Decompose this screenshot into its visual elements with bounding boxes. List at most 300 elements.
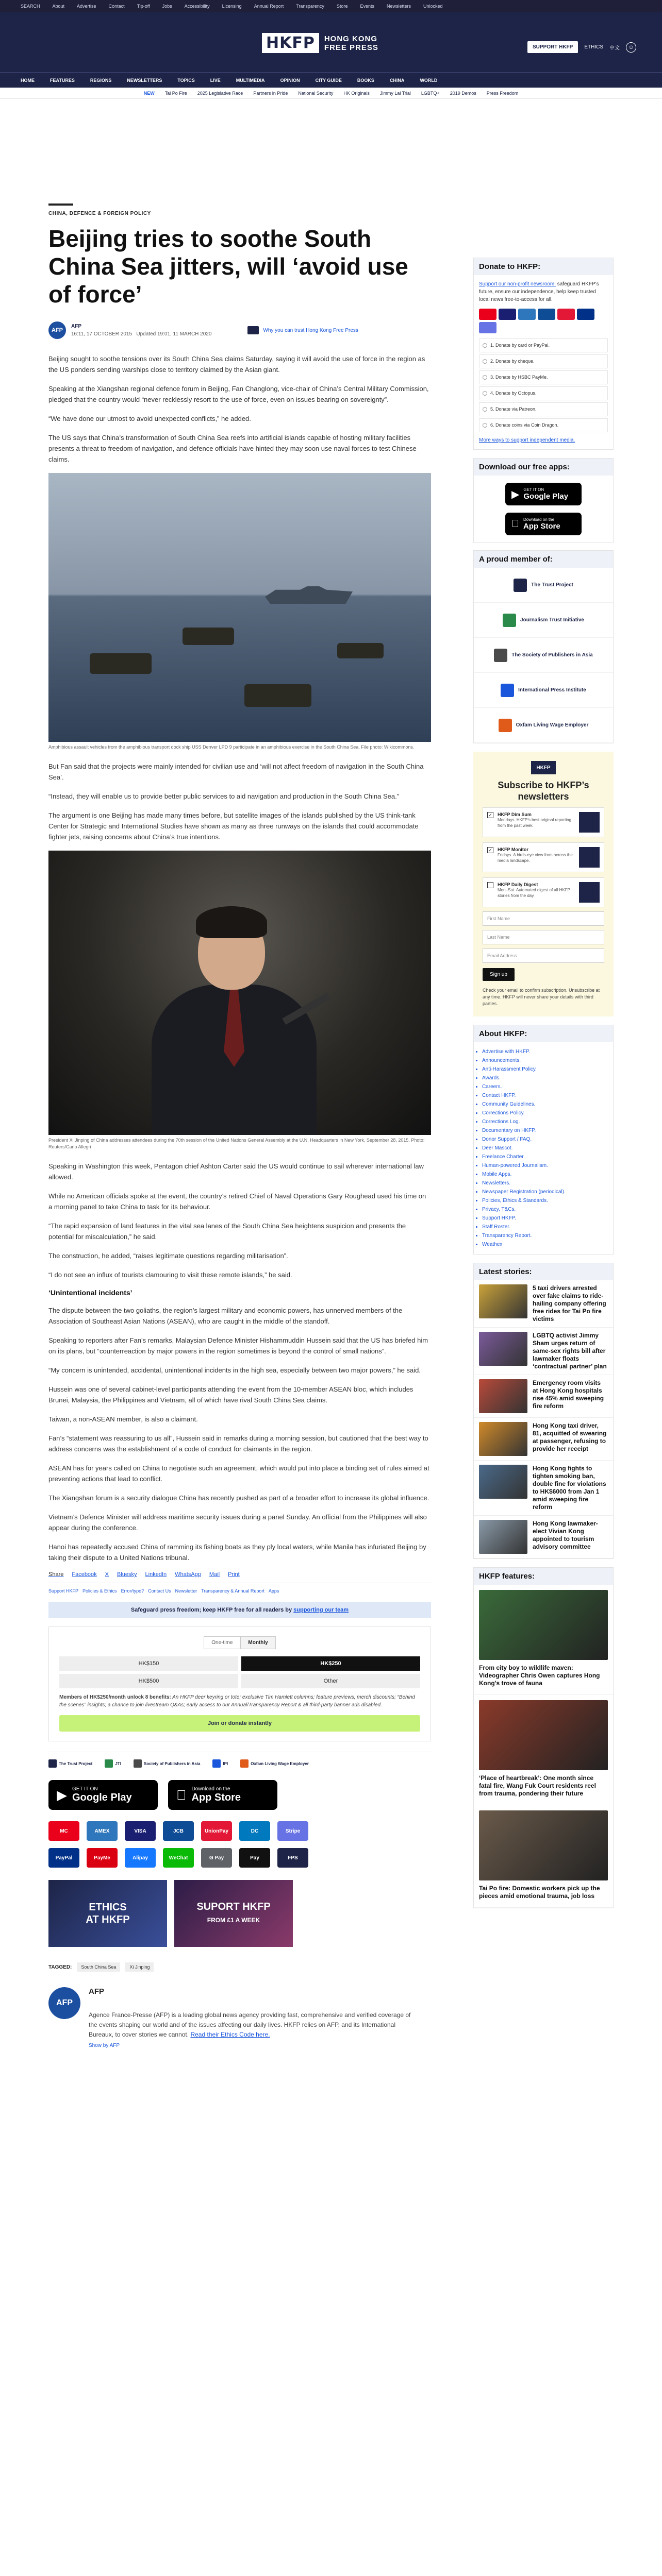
article-paragraph: Fan’s “statement was reassuring to us all”, Hussein said in remarks during a morning session, but cautioned that the best way to address concerns was the establishment of a code of conduct for claimants in the region.: [48, 1434, 428, 1453]
share-label: Share: [48, 1571, 64, 1578]
member-logo-icon: [48, 1759, 57, 1768]
paragraph-group-c: [48, 1161, 431, 1280]
radio-icon: [483, 343, 487, 348]
about-link[interactable]: • Anti-Harassment Policy.: [482, 1065, 605, 1074]
about-link[interactable]: • Awards.: [482, 1074, 605, 1082]
payment-icon: VISA: [125, 1821, 156, 1841]
payment-icon: AMEX: [87, 1821, 118, 1841]
donate-option[interactable]: [479, 402, 608, 416]
payment-icon: G Pay: [201, 1848, 232, 1868]
topbar-link[interactable]: Newsletters: [386, 4, 411, 9]
donate-panel-title: Donate to HKFP:: [474, 258, 613, 275]
story-thumbnail: [479, 1332, 527, 1366]
ethics-banner[interactable]: [48, 1880, 167, 1947]
payment-icon: Alipay: [125, 1848, 156, 1868]
apple-icon: [176, 1787, 187, 1803]
article-paragraph: Hanoi has repeatedly accused China of ramming its fishing boats as they ply local waters, while Manila has infuriated Beijing by taking their dispute to a United Nations tribunal.: [48, 1543, 426, 1562]
newsletter-option[interactable]: [483, 807, 604, 837]
latest-story[interactable]: [474, 1516, 613, 1558]
story-thumbnail: [479, 1284, 527, 1318]
support-link[interactable]: Apps: [268, 1588, 279, 1594]
sidebar-google-play[interactable]: [505, 483, 582, 505]
banner-line2: FROM £1 A WEEK: [207, 1917, 260, 1924]
feature-headline[interactable]: Tai Po fire: Domestic workers pick up the pieces amid emotional trauma, job loss: [479, 1885, 600, 1900]
mastercard-icon: [479, 309, 496, 320]
about-link[interactable]: • Newspaper Registration (periodical).: [482, 1188, 605, 1196]
topbar-link[interactable]: Accessibility: [184, 4, 210, 9]
tag-link[interactable]: Xi Jinping: [125, 1962, 154, 1972]
author-box-avatar[interactable]: AFP: [48, 1987, 80, 2019]
support-hkfp-button[interactable]: SUPPORT HKFP: [527, 41, 578, 53]
photo-caption: President Xi Jinping of China addresses attendees during the 70th session of the United Nations General Assembly at the U.N. Headquarters in New York, September 28, 2015. Photo: Reuters/Carlo Allegri: [48, 1138, 425, 1149]
published-date: 16:11, 17 OCTOBER 2015: [71, 331, 133, 337]
checkbox[interactable]: [487, 882, 493, 888]
show-more-link[interactable]: Show by AFP: [89, 2043, 120, 2048]
language-link[interactable]: 中文: [609, 45, 620, 51]
article-paragraph: Speaking to reporters after Fan’s remarks, Malaysian Defence Minister Hishammuddin Hussein said that the US has briefed him on its plans, but “counterreaction by major powers in the region sometimes is beyond the control of small nations”.: [48, 1336, 428, 1355]
latest-story[interactable]: [474, 1328, 613, 1375]
about-link[interactable]: • Weathex: [482, 1240, 605, 1249]
vehicle-shape: [90, 653, 152, 674]
topbar-link[interactable]: Events: [360, 4, 374, 9]
article-paragraph: While no American officials spoke at the event, the country’s retired Chief of Naval Operations Gary Roughead used his time on a morning panel to take China to task for its behaviour.: [48, 1192, 426, 1211]
google-play-t1: GET IT ON: [523, 487, 544, 492]
donate-option-label: 5. Donate via Patreon.: [490, 406, 537, 412]
article-paragraph: Speaking in Washington this week, Pentagon chief Ashton Carter said the US would continue to sail wherever international law allowed.: [48, 1162, 424, 1181]
donate-more-link[interactable]: More ways to support independent media.: [479, 437, 575, 443]
share-link[interactable]: X: [105, 1571, 109, 1578]
amount-option[interactable]: HK$150: [59, 1656, 238, 1671]
logo-line1: HONG KONG: [324, 34, 378, 43]
latest-story[interactable]: [474, 1280, 613, 1328]
share-links: [48, 1571, 431, 1583]
banner-line1: SUPORT HKFP: [196, 1901, 271, 1912]
app-store-t2: App Store: [516, 522, 553, 531]
donate-panel-link[interactable]: Support our non-profit newsroom:: [479, 281, 556, 287]
article-paragraph: Taiwan, a non-ASEAN member, is also a claimant.: [48, 1415, 198, 1423]
newsletter-options: [483, 807, 604, 907]
newsletter-signup: [473, 752, 614, 1016]
trending-link[interactable]: National Security: [298, 90, 334, 96]
story-headline[interactable]: Hong Kong lawmaker-elect Vivian Kong appointed to tourism advisory committee: [533, 1520, 598, 1550]
feature-image: [479, 1590, 608, 1660]
member-logo-label: Society of Publishers in Asia: [143, 1761, 201, 1766]
feature-story[interactable]: [474, 1585, 613, 1695]
share-link[interactable]: LinkedIn: [145, 1571, 167, 1578]
trending-new-label: NEW: [143, 90, 155, 96]
about-link[interactable]: • Announcements.: [482, 1056, 605, 1065]
latest-panel: [473, 1263, 614, 1559]
members-benefits-lead: Members of HK$250/month unlock 8 benefits:: [59, 1694, 171, 1700]
article-body: [48, 353, 431, 1563]
trending-link[interactable]: Press Freedom: [486, 90, 519, 96]
radio-icon: [483, 407, 487, 412]
updated-date: Updated 19:01, 11 MARCH 2020: [136, 331, 212, 337]
about-list: [474, 1042, 613, 1254]
article-paragraph: The US says that China’s transformation of South China Sea reefs into artificial islands capable of hosting military facilities presents a threat to freedom of navigation, and defence officials have hinted they may soon use naval forces to test Chinese claims.: [48, 434, 417, 463]
about-link[interactable]: • Support HKFP.: [482, 1214, 605, 1223]
nav-item[interactable]: MULTIMEDIA: [236, 77, 265, 83]
app-store-t2: App Store: [181, 1792, 231, 1803]
about-link[interactable]: • Corrections Log.: [482, 1117, 605, 1126]
freq-one-time[interactable]: One-time: [204, 1636, 240, 1649]
author-box-name[interactable]: AFP: [89, 1987, 104, 1996]
tag-link[interactable]: South China Sea: [77, 1962, 120, 1972]
newsletter-desc: Mon–Sat. Automated digest of all HKFP stories from the day.: [498, 888, 570, 898]
topbar-link[interactable]: About: [52, 4, 65, 9]
donate-option-label: 4. Donate by Octopus.: [490, 391, 537, 396]
feature-image: [479, 1810, 608, 1880]
share-link[interactable]: Bluesky: [117, 1571, 137, 1578]
trending-link[interactable]: Tai Po Fire: [164, 90, 187, 96]
article-category[interactable]: CHINA, DEFENCE & FOREIGN POLICY: [48, 204, 73, 216]
article-paragraph: Beijing sought to soothe tensions over its South China Sea claims Saturday, saying it will avoid the use of force in the region as the US ponders sending warships close to territory claimed by the Asian giant.: [48, 355, 425, 374]
trust-link-label: Why you can trust Hong Kong Free Press: [263, 327, 358, 333]
article-paragraph: “My concern is unintended, accidental, unintentional incidents in the high sea, especially between two major powers,” he said.: [48, 1366, 421, 1374]
proud-logo-label: The Trust Project: [531, 582, 573, 588]
members-benefits: [59, 1693, 420, 1709]
donate-panel-text: safeguard HKFP's future, ensure our independence, help keep trusted local news free-to-access for all.: [479, 281, 599, 302]
nav-item[interactable]: CITY GUIDE: [315, 77, 342, 83]
newsletter-option-text: [498, 847, 575, 868]
banner-line1: ETHICS: [89, 1902, 127, 1913]
donate-option[interactable]: [479, 386, 608, 400]
google-play-icon: ▶: [57, 1787, 67, 1803]
proud-logo-icon: [499, 719, 512, 732]
feature-story[interactable]: [474, 1695, 613, 1805]
story-headline[interactable]: LGBTQ activist Jimmy Sham urges return of same-sex rights bill after lawmaker floats ‘contractual partner’ plan: [533, 1332, 607, 1370]
site-header: [0, 12, 662, 72]
about-link[interactable]: • Documentary on HKFP.: [482, 1126, 605, 1135]
member-logo[interactable]: [48, 1759, 92, 1768]
proud-logo-icon: [501, 684, 514, 697]
amount-option-other[interactable]: Other: [241, 1674, 420, 1688]
story-headline[interactable]: 5 taxi drivers arrested over fake claims to ride-hailing company offering free rides for Tai Po fire victims: [533, 1284, 606, 1323]
google-play-t2: Google Play: [523, 492, 569, 501]
support-link[interactable]: Transparency & Annual Report: [201, 1588, 264, 1594]
proud-logo-label: Oxfam Living Wage Employer: [516, 722, 589, 728]
features-title: HKFP features:: [474, 1568, 613, 1585]
article-paragraph: “I do not see an influx of tourists clamouring to visit these remote islands,” he said.: [48, 1271, 292, 1279]
donate-option-label: 2. Donate by cheque.: [490, 359, 535, 364]
article-title: Beijing tries to soothe South China Sea jitters, will ‘avoid use of force’: [48, 225, 408, 308]
about-link[interactable]: • Policies, Ethics & Standards.: [482, 1196, 605, 1205]
author-ethics-link[interactable]: Read their Ethics Code here.: [190, 2031, 270, 2038]
member-logo-label: The Trust Project: [59, 1761, 93, 1766]
signup-button[interactable]: Sign up: [483, 968, 515, 981]
nav-item[interactable]: BOOKS: [357, 77, 374, 83]
story-thumbnail: [479, 1422, 527, 1456]
about-link[interactable]: • Corrections Policy.: [482, 1109, 605, 1117]
newsletter-name: HKFP Monitor: [498, 847, 528, 852]
topbar-link[interactable]: Jobs: [162, 4, 172, 9]
donate-options: [479, 338, 608, 432]
about-link[interactable]: • Freelance Charter.: [482, 1153, 605, 1161]
proud-member-logo[interactable]: [474, 638, 613, 673]
payment-icon: JCB: [163, 1821, 194, 1841]
google-play-t2: Google Play: [72, 1792, 132, 1803]
nav-item[interactable]: HOME: [21, 77, 35, 83]
newsletter-thumb: [579, 847, 600, 868]
paragraph-group-b: [48, 761, 431, 842]
donate-widget: [48, 1626, 431, 1741]
about-link[interactable]: • Transparency Report.: [482, 1231, 605, 1240]
tags: [48, 1962, 431, 1972]
member-logo-icon: [134, 1759, 142, 1768]
story-headline[interactable]: Hong Kong taxi driver, 81, acquitted of swearing at passenger, refusing to provide her receipt: [533, 1422, 607, 1452]
google-play-button[interactable]: [48, 1780, 158, 1810]
newsletter-option[interactable]: [483, 877, 604, 907]
share-link[interactable]: Mail: [209, 1571, 220, 1578]
about-link[interactable]: • Mobile Apps.: [482, 1170, 605, 1179]
article-paragraph: “We have done our utmost to avoid unexpected conflicts,” he added.: [48, 415, 251, 422]
payment-icon: Pay: [239, 1848, 270, 1868]
proud-logo-label: Journalism Trust Initiative: [520, 617, 584, 623]
trust-link[interactable]: [247, 326, 358, 334]
share-link[interactable]: Facebook: [72, 1571, 97, 1578]
first-name-input[interactable]: First Name: [483, 911, 604, 926]
donate-frequency: [59, 1636, 420, 1649]
support-link[interactable]: Policies & Ethics: [82, 1588, 117, 1594]
trust-icon: [247, 326, 259, 334]
article: [48, 204, 431, 2048]
donate-option[interactable]: [479, 418, 608, 432]
payment-methods: [48, 1821, 337, 1868]
trending-link[interactable]: LGBTQ+: [421, 90, 440, 96]
checkbox[interactable]: ✓: [487, 847, 493, 853]
feature-image: [479, 1700, 608, 1770]
newsletter-desc: Fridays. A birds-eye view from across the media landscape.: [498, 853, 573, 863]
author-box: [48, 1987, 431, 2048]
about-title: About HKFP:: [474, 1025, 613, 1042]
app-store-t1: Download on the: [181, 1786, 221, 1792]
email-input[interactable]: Email Address: [483, 948, 604, 963]
latest-story[interactable]: [474, 1418, 613, 1461]
radio-icon: [483, 375, 487, 380]
share-link[interactable]: WhatsApp: [175, 1571, 201, 1578]
member-logo[interactable]: [134, 1759, 201, 1768]
member-logo-icon: [105, 1759, 113, 1768]
about-link[interactable]: • Deer Mascot.: [482, 1144, 605, 1153]
about-link[interactable]: • Advertise with HKFP.: [482, 1047, 605, 1056]
unionpay-icon: [557, 309, 575, 320]
member-logos: [48, 1752, 431, 1775]
newsletter-option-text: [498, 882, 575, 903]
apps-panel-title: Download our free apps:: [474, 459, 613, 476]
about-link[interactable]: • Donor Support / FAQ.: [482, 1135, 605, 1144]
newsletter-note: Check your email to confirm subscription. Unsubscribe at any time. HKFP will never share your details with third parties.: [483, 988, 600, 1006]
donate-amounts: [59, 1656, 420, 1688]
article-paragraph: “The rapid expansion of land features in the vital sea lanes of the South China Sea heightens suspicion and presents the potential for miscalculation,” he said.: [48, 1222, 406, 1241]
newsletter-name: HKFP Dim Sum: [498, 812, 532, 817]
topbar-link[interactable]: Contact: [108, 4, 125, 9]
article-paragraph: Speaking at the Xiangshan regional defence forum in Beijing, Fan Changlong, vice-chair of China’s Central Military Commission, pledged that the country would “never recklessly resort to the use of force, even on issues bearing on sovereignty”.: [48, 385, 429, 403]
story-headline[interactable]: Hong Kong fights to tighten smoking ban, double fine for violations to HK$6000 from Jan 1 amid sweeping fire reform: [533, 1465, 606, 1511]
nav-item[interactable]: LIVE: [210, 77, 221, 83]
nav-item[interactable]: REGIONS: [90, 77, 112, 83]
radio-icon: [483, 359, 487, 364]
support-link[interactable]: Contact Us: [148, 1588, 171, 1594]
nav-item[interactable]: TOPICS: [177, 77, 195, 83]
newsletter-option-text: [498, 812, 575, 833]
author-name[interactable]: AFP: [71, 324, 81, 329]
app-store-buttons: [48, 1780, 431, 1810]
trending-link[interactable]: Partners in Pride: [253, 90, 288, 96]
paragraph-group-d: [48, 1305, 431, 1563]
about-link[interactable]: • Newsletters.: [482, 1179, 605, 1188]
apps-panel: [473, 458, 614, 543]
newsletter-title: Subscribe to HKFP’s newsletters: [498, 780, 589, 802]
trending-link[interactable]: Jimmy Lai Trial: [379, 90, 411, 96]
safeguard-link[interactable]: supporting our team: [293, 1607, 349, 1613]
logo-abbr: HKFP: [262, 33, 319, 53]
latest-story[interactable]: [474, 1375, 613, 1418]
article-paragraph: The dispute between the two goliaths, the region’s largest military and economic powers, has unnerved members of the Association of Southeast Asian Nations (ASEAN), who are caught in the middle of the standoff.: [48, 1307, 403, 1325]
banner-line2: AT HKFP: [86, 1914, 130, 1925]
visa-icon: [499, 309, 516, 320]
newsletter-option[interactable]: [483, 842, 604, 872]
article-paragraph: The Xiangshan forum is a security dialogue China has recently pushed as part of a broader effort to increase its global influence.: [48, 1494, 429, 1502]
logo-line2: FREE PRESS: [324, 43, 378, 52]
join-donate-button[interactable]: Join or donate instantly: [59, 1715, 420, 1732]
member-logo-label: JTI: [115, 1761, 121, 1766]
topbar-link[interactable]: Store: [336, 4, 348, 9]
latest-story[interactable]: [474, 1461, 613, 1516]
last-name-input[interactable]: Last Name: [483, 930, 604, 944]
nav-item[interactable]: CHINA: [389, 77, 405, 83]
byline: [48, 321, 431, 339]
topbar-link[interactable]: SEARCH: [21, 4, 40, 9]
share-link[interactable]: Print: [228, 1571, 240, 1578]
nav-item[interactable]: FEATURES: [50, 77, 75, 83]
paypal-icon: [577, 309, 594, 320]
member-logo-label: IPI: [223, 1761, 228, 1766]
support-link[interactable]: Error/typo?: [121, 1588, 144, 1594]
about-link[interactable]: • Contact HKFP.: [482, 1091, 605, 1100]
topbar-link[interactable]: Transparency: [296, 4, 324, 9]
nav-item[interactable]: NEWSLETTERS: [127, 77, 162, 83]
topbar-link[interactable]: Advertise: [77, 4, 96, 9]
ethics-link[interactable]: ETHICS: [584, 44, 603, 50]
author-bio-text: Agence France-Presse (AFP) is a leading global news agency providing fast, comprehensive and verified coverage of the events shaping our world and of the issues affecting our daily lives. HKFP relies on AFP, and its International Bureaux, to cover stories we cannot.: [89, 2011, 411, 2038]
amex-icon: [518, 309, 536, 320]
feature-headline[interactable]: From city boy to wildlife maven: Videographer Chris Owen captures Hong Kong’s trove of fauna: [479, 1664, 600, 1687]
payment-icon: DC: [239, 1821, 270, 1841]
support-links: [48, 1588, 431, 1594]
nav-item[interactable]: OPINION: [280, 77, 300, 83]
trending-link[interactable]: HK Originals: [343, 90, 370, 96]
newsletter-name: HKFP Daily Digest: [498, 882, 538, 887]
payment-icon: PayMe: [87, 1848, 118, 1868]
stripe-icon: [479, 322, 496, 333]
newsletter-desc: Mondays. HKFP’s best original reporting from the past week.: [498, 818, 572, 828]
proud-member-logo[interactable]: [474, 673, 613, 708]
member-logo-icon: [240, 1759, 249, 1768]
amount-option[interactable]: HK$500: [59, 1674, 238, 1688]
newsletter-thumb: [579, 882, 600, 903]
app-store-button[interactable]: [168, 1780, 277, 1810]
donate-option-label: 3. Donate by HSBC PayMe.: [490, 375, 548, 380]
features-panel: [473, 1567, 614, 1908]
topbar-link[interactable]: Annual Report: [254, 4, 284, 9]
site-logo[interactable]: [262, 33, 378, 53]
feature-story[interactable]: [474, 1805, 613, 1908]
article-paragraph: The argument is one Beijing has made many times before, but satellite images of the islands published by the US think-tank Center for Strategic and International Studies have shown as many as three runways on the islands that could accommodate fighter jets, raising concerns about China’s true intentions.: [48, 811, 419, 841]
trending-link[interactable]: 2019 Demos: [450, 90, 476, 96]
article-paragraph: Hussein was one of several cabinet-level participants attending the event from the 10-member ASEAN bloc, which includes Brunei, Malaysia, the Philippines and Vietnam, all of which have rival South China Sea claims.: [48, 1385, 413, 1404]
article-paragraph: “Instead, they will enable us to provide better public services to aid navigation and production in the South China Sea.”: [48, 792, 400, 800]
safeguard-banner: [48, 1602, 431, 1618]
story-headline[interactable]: Emergency room visits at Hong Kong hospitals rise 45% amid sweeping fire reform: [533, 1379, 604, 1410]
article-subhead: ‘Unintentional incidents’: [48, 1289, 133, 1297]
paragraph-group-a: [48, 353, 431, 465]
donate-option[interactable]: [479, 338, 608, 352]
support-link[interactable]: Newsletter: [175, 1588, 197, 1594]
photo-caption: Amphibious assault vehicles from the amphibious transport dock ship USS Denver LPD 9 participate in an amphibious exercise in the South China Sea. File photo: Wikicommons.: [48, 744, 415, 750]
author-avatar[interactable]: AFP: [48, 321, 66, 339]
about-link[interactable]: • Community Guidelines.: [482, 1100, 605, 1109]
proud-member-logo[interactable]: [474, 708, 613, 743]
vehicle-shape: [337, 643, 384, 658]
donate-panel: [473, 258, 614, 450]
about-link[interactable]: • Staff Roster.: [482, 1223, 605, 1231]
latest-title: Latest stories:: [474, 1263, 613, 1280]
user-icon[interactable]: ☺: [626, 42, 636, 53]
support-link[interactable]: Support HKFP: [48, 1588, 79, 1594]
article-paragraph: ASEAN has for years called on China to negotiate such an agreement, which would put into place a binding set of rules aimed at preventing actions that lead to conflict.: [48, 1464, 429, 1483]
checkbox[interactable]: ✓: [487, 812, 493, 818]
features-list: [474, 1585, 613, 1908]
donate-option-label: 6. Donate coins via Coin Dragon.: [490, 422, 559, 428]
donate-cards: [479, 309, 608, 333]
donate-option[interactable]: [479, 354, 608, 368]
sidebar-app-store[interactable]: [505, 513, 582, 535]
trending-bar: [0, 88, 662, 99]
amount-option-selected[interactable]: HK$250: [241, 1656, 420, 1671]
proud-member-logo[interactable]: [474, 603, 613, 638]
story-thumbnail: [479, 1520, 527, 1554]
payment-icon: WeChat: [163, 1848, 194, 1868]
tags-label: TAGGED:: [48, 1964, 72, 1970]
about-link[interactable]: • Careers.: [482, 1082, 605, 1091]
safeguard-text: Safeguard press freedom; keep HKFP free for all readers by: [130, 1607, 294, 1613]
proud-member-logo[interactable]: [474, 568, 613, 603]
about-link[interactable]: • Privacy, T&Cs.: [482, 1205, 605, 1214]
proud-logo-icon: [514, 579, 527, 592]
payment-icon: PayPal: [48, 1848, 79, 1868]
about-link[interactable]: • Human-powered Journalism.: [482, 1161, 605, 1170]
figure-hair: [196, 906, 267, 938]
topbar-link[interactable]: Licensing: [222, 4, 242, 9]
support-banner[interactable]: [174, 1880, 293, 1947]
member-logo[interactable]: [240, 1759, 309, 1768]
topbar-link[interactable]: Unlocked: [423, 4, 443, 9]
topbar-link[interactable]: Tip-off: [137, 4, 150, 9]
donate-option[interactable]: [479, 370, 608, 384]
nav-item[interactable]: WORLD: [420, 77, 438, 83]
radio-icon: [483, 391, 487, 396]
google-play-icon: ▶: [511, 488, 520, 500]
apple-icon: [511, 518, 519, 530]
proud-logo-icon: [494, 649, 507, 662]
member-logo[interactable]: [105, 1759, 121, 1768]
proud-member-panel: [473, 550, 614, 743]
feature-headline[interactable]: ‘Place of heartbreak’: One month since fatal fire, Wang Fuk Court residents reel from trauma, pondering their future: [479, 1774, 596, 1797]
freq-monthly[interactable]: Monthly: [240, 1636, 275, 1649]
trending-link[interactable]: 2025 Legislative Race: [197, 90, 243, 96]
proud-logo-label: The Society of Publishers in Asia: [511, 652, 593, 658]
member-logo[interactable]: [212, 1759, 228, 1768]
